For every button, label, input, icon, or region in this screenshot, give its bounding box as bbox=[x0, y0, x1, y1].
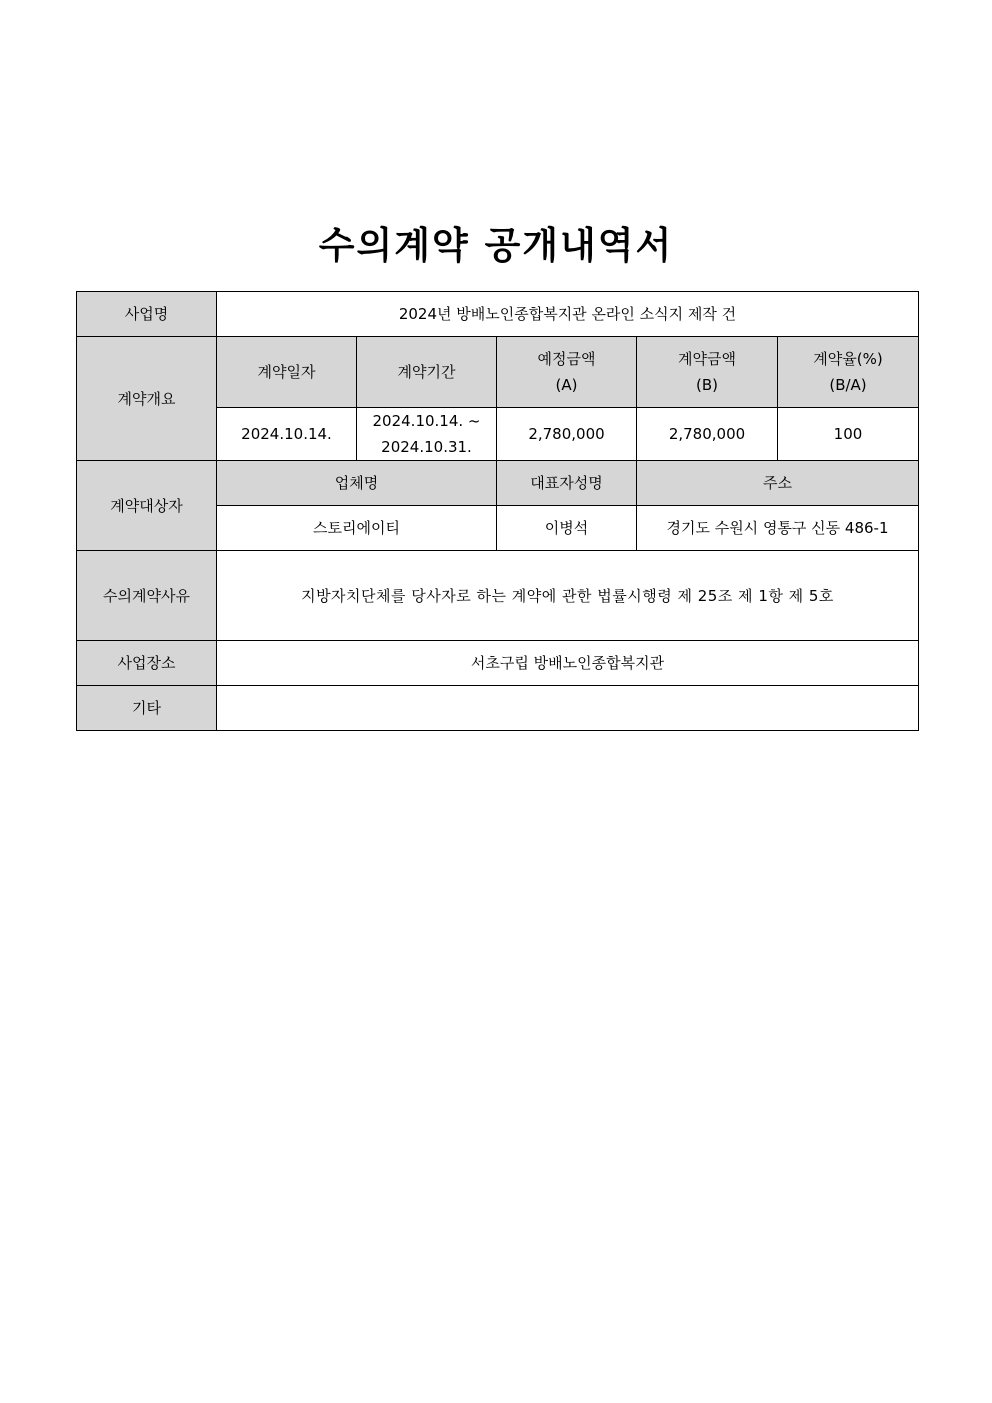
location-label: 사업장소 bbox=[77, 641, 217, 686]
row-reason bbox=[77, 551, 919, 641]
contract-amount-value: 2,780,000 bbox=[637, 408, 778, 461]
contract-period-header: 계약기간 bbox=[357, 337, 497, 408]
company-name-value: 스토리에이티 bbox=[217, 506, 497, 551]
contract-rate-value: 100 bbox=[778, 408, 919, 461]
contract-amount-header-line1: 계약금액 bbox=[678, 350, 736, 368]
address-value: 경기도 수원시 영통구 신동 486-1 bbox=[637, 506, 919, 551]
row-counterparty-header bbox=[77, 461, 919, 506]
business-name-label: 사업명 bbox=[77, 292, 217, 337]
contract-period-end: 2024.10.31. bbox=[381, 438, 472, 456]
estimated-amount-header bbox=[497, 337, 637, 408]
reason-label: 수의계약사유 bbox=[77, 551, 217, 641]
contract-rate-header bbox=[778, 337, 919, 408]
contract-rate-header-line1: 계약율(%) bbox=[813, 350, 883, 368]
contract-rate-header-line2: (B/A) bbox=[829, 376, 867, 394]
contract-date-header: 계약일자 bbox=[217, 337, 357, 408]
contract-period-start: 2024.10.14. ~ bbox=[372, 412, 481, 430]
contract-amount-header-line2: (B) bbox=[696, 376, 718, 394]
contract-period-value bbox=[357, 408, 497, 461]
company-name-header: 업체명 bbox=[217, 461, 497, 506]
contract-disclosure-table bbox=[76, 291, 919, 731]
row-business-name bbox=[77, 292, 919, 337]
reason-value: 지방자치단체를 당사자로 하는 계약에 관한 법률시행령 제 25조 제 1항 제 5호 bbox=[217, 551, 919, 641]
representative-header: 대표자성명 bbox=[497, 461, 637, 506]
row-other bbox=[77, 686, 919, 731]
estimated-amount-value: 2,780,000 bbox=[497, 408, 637, 461]
representative-value: 이병석 bbox=[497, 506, 637, 551]
other-label: 기타 bbox=[77, 686, 217, 731]
estimated-amount-header-line1: 예정금액 bbox=[537, 350, 596, 368]
contract-amount-header bbox=[637, 337, 778, 408]
row-location bbox=[77, 641, 919, 686]
other-value bbox=[217, 686, 919, 731]
business-name-value: 2024년 방배노인종합복지관 온라인 소식지 제작 건 bbox=[217, 292, 919, 337]
estimated-amount-header-line2: (A) bbox=[555, 376, 578, 394]
counterparty-label: 계약대상자 bbox=[77, 461, 217, 551]
document-title: 수의계약 공개내역서 bbox=[318, 224, 674, 267]
location-value: 서초구립 방배노인종합복지관 bbox=[217, 641, 919, 686]
row-overview-header bbox=[77, 337, 919, 408]
contract-date-value: 2024.10.14. bbox=[217, 408, 357, 461]
overview-label: 계약개요 bbox=[77, 337, 217, 461]
address-header: 주소 bbox=[637, 461, 919, 506]
